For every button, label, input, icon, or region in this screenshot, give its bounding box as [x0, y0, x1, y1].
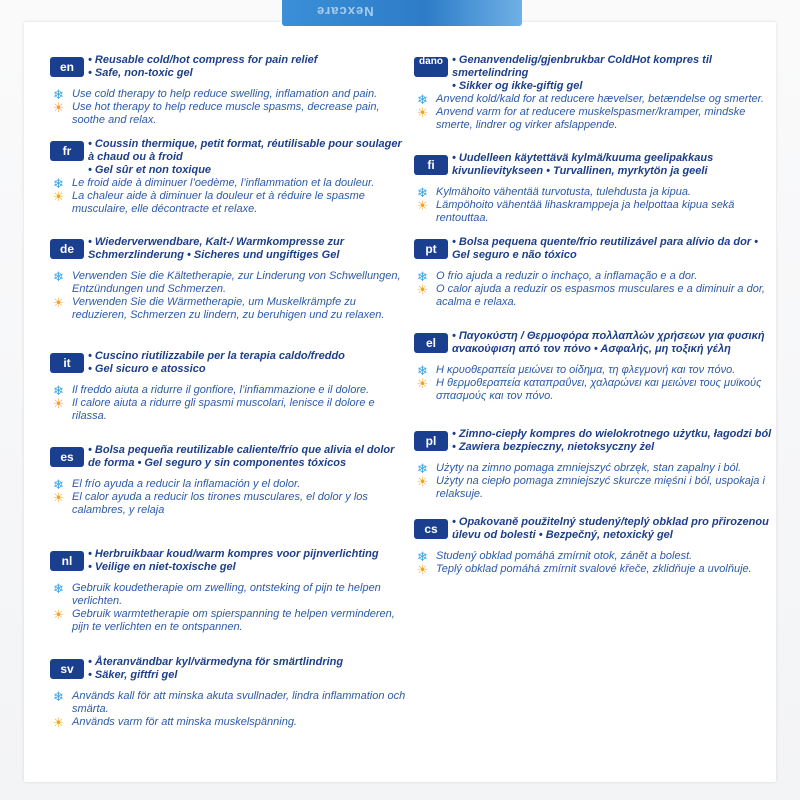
- cold-therapy-line: [50, 690, 410, 716]
- snowflake-icon: ❄: [417, 92, 428, 107]
- snowflake-icon: ❄: [417, 549, 428, 564]
- brand-text: Nexcare: [316, 4, 374, 19]
- sun-icon: ☀: [52, 715, 65, 730]
- block-header: [414, 330, 774, 364]
- sun-icon: ☀: [416, 562, 429, 577]
- sun-icon: ☀: [416, 198, 429, 213]
- sun-icon: ☀: [52, 490, 65, 505]
- cold-therapy-line: [414, 93, 774, 106]
- language-badge: fr: [50, 141, 84, 161]
- language-block-pt: [414, 236, 774, 309]
- cold-therapy-line: [414, 186, 774, 199]
- snowflake-icon: ❄: [53, 269, 64, 284]
- block-subtitle: • Veilige en niet-toxische gel: [88, 561, 236, 573]
- language-block-fi: [414, 152, 774, 225]
- cold-therapy-text: Kylmähoito vähentää turvotusta, tulehdusta ja kipua.: [436, 186, 691, 198]
- cold-therapy-line: [414, 270, 774, 283]
- warm-therapy-text: Use hot therapy to help reduce muscle spasms, decrease pain, soothe and relax.: [72, 101, 380, 126]
- language-badge: pt: [414, 239, 448, 259]
- block-title: • Opakovaně použitelný studený/teplý obklad pro přirozenou úlevu od bolesti • Bezpečný, netoxický gel: [452, 516, 769, 541]
- language-badge: it: [50, 353, 84, 373]
- sun-icon: ☀: [52, 607, 65, 622]
- snowflake-icon: ❄: [417, 461, 428, 476]
- cold-therapy-text: Används kall för att minska akuta svullnader, lindra inflammation och smärta.: [72, 690, 406, 715]
- snowflake-icon: ❄: [53, 87, 64, 102]
- warm-therapy-text: Anvend varm for at reducere muskelspasmer/kramper, mindske smerte, lindrer og virker afslappende.: [436, 106, 746, 131]
- block-title: • Wiederverwendbare, Kalt-/ Warmkompresse zur Schmerzlinderung • Sicheres und ungiftiges Gel: [88, 236, 345, 261]
- sun-icon: ☀: [52, 100, 65, 115]
- language-badge: en: [50, 57, 84, 77]
- block-title: • Återanvändbar kyl/värmedyna för smärtlindring: [88, 656, 344, 668]
- language-block-cs: [414, 516, 774, 576]
- cold-therapy-text: El frío ayuda a reducir la inflamación y el dolor.: [72, 478, 301, 490]
- cold-therapy-line: [414, 364, 774, 377]
- language-block-pl: [414, 428, 774, 501]
- cold-therapy-text: Il freddo aiuta a ridurre il gonfiore, l’infiammazione e il dolore.: [72, 384, 370, 396]
- cold-therapy-text: Studený obklad pomáhá zmírnit otok, zánět a bolest.: [436, 550, 693, 562]
- warm-therapy-line: [50, 608, 410, 634]
- warm-therapy-text: El calor ayuda a reducir los tirones musculares, el dolor y los calambres, y relaja: [72, 491, 368, 516]
- sun-icon: ☀: [416, 105, 429, 120]
- language-block-it: [50, 350, 410, 423]
- snowflake-icon: ❄: [53, 689, 64, 704]
- warm-therapy-line: [414, 377, 774, 403]
- block-subtitle: • Gel sicuro e atossico: [88, 363, 206, 375]
- cold-therapy-text: Anvend kold/kald for at reducere hævelser, betændelse og smerter.: [436, 93, 764, 105]
- block-title: • Bolsa pequena quente/frio reutilizável para alívio da dor • Gel seguro e não tóxico: [452, 236, 758, 261]
- language-badge: de: [50, 239, 84, 259]
- sun-icon: ☀: [52, 396, 65, 411]
- language-badge: pl: [414, 431, 448, 451]
- block-subtitle: • Safe, non-toxic gel: [88, 67, 193, 79]
- block-header: [414, 54, 774, 93]
- warm-therapy-line: [414, 283, 774, 309]
- warm-therapy-line: [50, 716, 410, 729]
- language-block-fr: [50, 138, 410, 216]
- warm-therapy-text: Teplý obklad pomáhá zmírnit svalové křeče, zklidňuje a uvolňuje.: [436, 563, 752, 575]
- cold-therapy-line: [50, 478, 410, 491]
- block-subtitle: • Säker, giftfri gel: [88, 669, 178, 681]
- warm-therapy-line: [414, 199, 774, 225]
- warm-therapy-text: Il calore aiuta a ridurre gli spasmi muscolari, lenisce il dolore e rilassa.: [72, 397, 375, 422]
- cold-therapy-line: [414, 462, 774, 475]
- block-subtitle: • Zawiera bezpieczny, nietoksyczny żel: [452, 441, 655, 453]
- language-badge: el: [414, 333, 448, 353]
- language-block-de: [50, 236, 410, 322]
- warm-therapy-line: [50, 491, 410, 517]
- warm-therapy-text: Gebruik warmtetherapie om spierspanning te helpen verminderen, pijn te verlichten en te ontspannen.: [72, 608, 395, 633]
- sun-icon: ☀: [52, 295, 65, 310]
- block-header: [50, 350, 410, 384]
- block-header: [414, 428, 774, 462]
- block-title: • Cuscino riutilizzabile per la terapia caldo/freddo: [88, 350, 345, 362]
- language-block-el: [414, 330, 774, 403]
- language-block-dano: [414, 54, 774, 132]
- snowflake-icon: ❄: [417, 185, 428, 200]
- cold-therapy-line: [50, 384, 410, 397]
- block-title: • Uudelleen käytettävä kylmä/kuuma geelipakkaus kivunlievitykseen • Turvallinen, myrkytön ja geeli: [452, 152, 714, 177]
- warm-therapy-text: Użyty na ciepło pomaga zmniejszyć skurcze mięśni i ból, uspokaja i relaksuje.: [436, 475, 765, 500]
- warm-therapy-text: Verwenden Sie die Wärmetherapie, um Muskelkrämpfe zu reduzieren, Schmerzen zu lindern, zu beruhigen und zu relaxen.: [72, 296, 385, 321]
- block-subtitle: • Gel sûr et non toxique: [88, 164, 212, 176]
- cold-therapy-text: Gebruik koudetherapie om zwelling, ontsteking of pijn te helpen verlichten.: [72, 582, 381, 607]
- warm-therapy-text: Lämpöhoito vähentää lihaskramppeja ja helpottaa kipua sekä rentouttaa.: [436, 199, 735, 224]
- cold-therapy-line: [50, 270, 410, 296]
- warm-therapy-line: [414, 563, 774, 576]
- language-badge: sv: [50, 659, 84, 679]
- language-block-en: [50, 54, 410, 127]
- block-header: [414, 516, 774, 550]
- block-header: [50, 138, 410, 177]
- language-block-es: [50, 444, 410, 517]
- language-badge: dano: [414, 57, 448, 77]
- language-block-sv: [50, 656, 410, 729]
- warm-therapy-line: [414, 475, 774, 501]
- cold-therapy-text: Użyty na zimno pomaga zmniejszyć obrzęk, stan zapalny i ból.: [436, 462, 742, 474]
- block-subtitle: • Sikker og ikke-giftig gel: [452, 80, 583, 92]
- language-block-nl: [50, 548, 410, 634]
- language-badge: nl: [50, 551, 84, 571]
- warm-therapy-text: O calor ajuda a reduzir os espasmos musculares e a diminuir a dor, acalma e relaxa.: [436, 283, 765, 308]
- sun-icon: ☀: [416, 282, 429, 297]
- warm-therapy-text: La chaleur aide à diminuer la douleur et à réduire le spasme musculaire, elle décontracte et relaxe.: [72, 190, 365, 215]
- block-title: • Παγοκύστη / Θερμοφόρα πολλαπλών χρήσεων για φυσική ανακούφιση από τον πόνο • Ασφαλής, μη τοξική γέλη: [452, 330, 765, 355]
- cold-therapy-line: [414, 550, 774, 563]
- cold-therapy-text: O frio ajuda a reduzir o inchaço, a inflamação e a dor.: [436, 270, 698, 282]
- block-title: • Genanvendelig/gjenbrukbar ColdHot kompres til smertelindring: [452, 54, 712, 79]
- block-header: [414, 236, 774, 270]
- block-title: • Herbruikbaar koud/warm kompres voor pijnverlichting: [88, 548, 379, 560]
- block-title: • Reusable cold/hot compress for pain relief: [88, 54, 318, 66]
- snowflake-icon: ❄: [417, 363, 428, 378]
- block-header: [50, 54, 410, 88]
- block-header: [50, 548, 410, 582]
- warm-therapy-text: Används varm för att minska muskelspänning.: [72, 716, 297, 728]
- sun-icon: ☀: [416, 474, 429, 489]
- cold-therapy-text: Use cold therapy to help reduce swelling, inflamation and pain.: [72, 88, 378, 100]
- warm-therapy-text: Η θερμοθεραπεία καταπραΰνει, χαλαρώνει και μειώνει τους μυϊκούς σπασμούς και τον πόνο.: [436, 377, 762, 402]
- language-badge: fi: [414, 155, 448, 175]
- warm-therapy-line: [414, 106, 774, 132]
- block-header: [414, 152, 774, 186]
- block-header: [50, 444, 410, 478]
- cold-therapy-text: Verwenden Sie die Kältetherapie, zur Linderung von Schwellungen, Entzündungen und Schmerzen.: [72, 270, 401, 295]
- top-tab: [282, 0, 522, 26]
- snowflake-icon: ❄: [53, 477, 64, 492]
- sun-icon: ☀: [52, 189, 65, 204]
- cold-therapy-text: Η κρυοθεραπεία μειώνει το οίδημα, τη φλεγμονή και τον πόνο.: [436, 364, 736, 376]
- cold-therapy-line: [50, 177, 410, 190]
- block-header: [50, 236, 410, 270]
- warm-therapy-line: [50, 101, 410, 127]
- snowflake-icon: ❄: [417, 269, 428, 284]
- sun-icon: ☀: [416, 376, 429, 391]
- cold-therapy-text: Le froid aide à diminuer l’oedème, l’inflammation et la douleur.: [72, 177, 375, 189]
- cold-therapy-line: [50, 88, 410, 101]
- block-header: [50, 656, 410, 690]
- cold-therapy-line: [50, 582, 410, 608]
- snowflake-icon: ❄: [53, 383, 64, 398]
- warm-therapy-line: [50, 296, 410, 322]
- language-badge: es: [50, 447, 84, 467]
- block-title: • Zimno-ciepły kompres do wielokrotnego użytku, łagodzi ból: [452, 428, 772, 440]
- snowflake-icon: ❄: [53, 581, 64, 596]
- language-badge: cs: [414, 519, 448, 539]
- block-title: • Coussin thermique, petit format, réutilisable pour soulager à chaud ou à froid: [88, 138, 402, 163]
- warm-therapy-line: [50, 190, 410, 216]
- snowflake-icon: ❄: [53, 176, 64, 191]
- warm-therapy-line: [50, 397, 410, 423]
- block-title: • Bolsa pequeña reutilizable caliente/frío que alivia el dolor de forma • Gel seguro y sin componentes tóxicos: [88, 444, 395, 469]
